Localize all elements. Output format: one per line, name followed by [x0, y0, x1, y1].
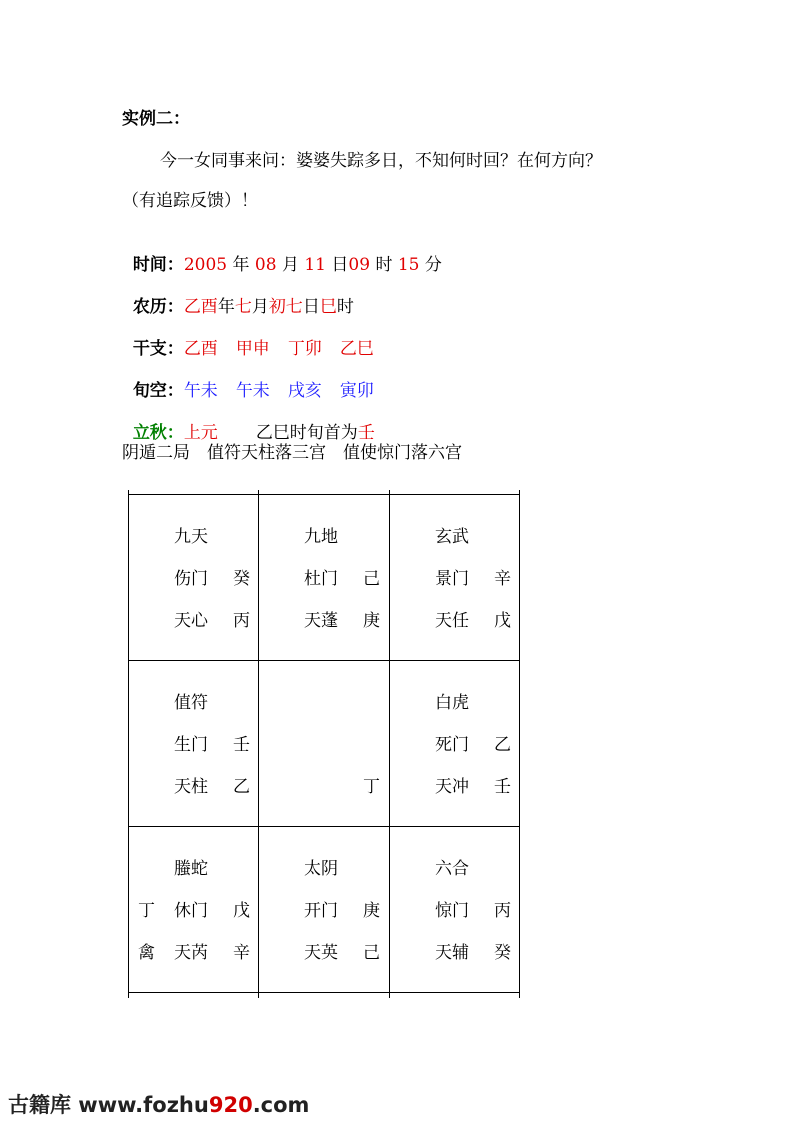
palace-door: 死门 [435, 735, 469, 755]
xunkong-label: 旬空： [132, 381, 184, 401]
palace-star-stem: 己 [363, 943, 380, 963]
palace-star: 天蓬 [304, 611, 338, 631]
lunar-year-unit: 年 [217, 297, 235, 317]
palace-god: 玄武 [435, 527, 469, 547]
lunar-label: 农历： [132, 297, 184, 317]
lunar-hour: 巳 [319, 297, 337, 317]
ganzhi-label: 干支： [132, 339, 184, 359]
ganzhi-month: 甲申 [235, 339, 270, 359]
palace-extra-star: 禽 [138, 943, 155, 963]
time-year: 2005 [183, 255, 228, 275]
palace-door-stem: 壬 [233, 735, 250, 755]
liqiu-line [122, 400, 375, 444]
lunar-line [122, 274, 354, 318]
lunar-month: 七 [234, 297, 252, 317]
palace-star: 天任 [435, 611, 469, 631]
grid-vertical-line [389, 490, 390, 998]
grid-vertical-line [258, 490, 259, 998]
palace-star-stem: 辛 [233, 943, 250, 963]
footer-watermark [8, 1089, 309, 1119]
palace-door-stem: 己 [363, 569, 380, 589]
lunar-day-unit: 日 [302, 297, 320, 317]
question-line-1: 今一女同事来问：婆婆失踪多日，不知何时回？在何方向？ [160, 151, 602, 171]
xunkong-day: 戌亥 [287, 381, 322, 401]
palace-god: 九地 [304, 527, 338, 547]
palace-star-stem: 庚 [363, 611, 380, 631]
palace-star: 天冲 [435, 777, 469, 797]
ganzhi-year: 乙酉 [183, 339, 218, 359]
palace-god: 九天 [174, 527, 208, 547]
time-label: 时间： [132, 255, 184, 275]
grid-vertical-line [128, 490, 129, 998]
grid-horizontal-line [128, 826, 520, 827]
palace-star-stem: 丁 [363, 777, 380, 797]
palace-god: 六合 [435, 859, 469, 879]
time-line [122, 232, 442, 276]
palace-door: 惊门 [435, 901, 469, 921]
palace-extra-stem: 丁 [138, 901, 155, 921]
qimen-palace-grid [128, 490, 520, 995]
xunkong-month: 午未 [235, 381, 270, 401]
palace-door: 杜门 [304, 569, 338, 589]
lunar-year: 乙酉 [183, 297, 218, 317]
palace-door: 休门 [174, 901, 208, 921]
palace-star-stem: 乙 [233, 777, 250, 797]
time-day: 11 [304, 255, 326, 275]
liqiu-label: 立秋： [132, 423, 184, 443]
liqiu-xunshou-stem: 壬 [357, 423, 375, 443]
palace-star: 天柱 [174, 777, 208, 797]
ganzhi-line [122, 316, 374, 360]
hour-unit: 时 [375, 255, 393, 275]
lunar-hour-unit: 时 [336, 297, 354, 317]
time-minute: 15 [397, 255, 420, 275]
liqiu-xunshou-text: 乙巳时旬首为 [255, 423, 358, 443]
footer-site: 古籍库 www.fozhu [8, 1093, 209, 1117]
palace-door-stem: 庚 [363, 901, 380, 921]
ganzhi-day: 丁卯 [287, 339, 322, 359]
example-title: 实例二： [122, 109, 190, 129]
palace-star: 天英 [304, 943, 338, 963]
palace-door-stem: 辛 [494, 569, 511, 589]
grid-vertical-line [519, 490, 520, 998]
palace-god: 太阴 [304, 859, 338, 879]
time-month: 08 [254, 255, 277, 275]
palace-door: 伤门 [174, 569, 208, 589]
lunar-month-unit: 月 [251, 297, 269, 317]
palace-star: 天芮 [174, 943, 208, 963]
palace-door-stem: 癸 [233, 569, 250, 589]
minute-unit: 分 [424, 255, 442, 275]
grid-horizontal-line [128, 494, 520, 495]
palace-star-stem: 戊 [494, 611, 511, 631]
footer-number: 920 [208, 1093, 253, 1117]
ganzhi-hour: 乙巳 [339, 339, 374, 359]
lunar-day: 初七 [268, 297, 303, 317]
xunkong-hour: 寅卯 [339, 381, 374, 401]
month-unit: 月 [281, 255, 299, 275]
palace-star-stem: 丙 [233, 611, 250, 631]
xunkong-year: 午未 [183, 381, 218, 401]
palace-star-stem: 癸 [494, 943, 511, 963]
palace-door-stem: 丙 [494, 901, 511, 921]
palace-star: 天心 [174, 611, 208, 631]
palace-door-stem: 乙 [494, 735, 511, 755]
palace-star-stem: 壬 [494, 777, 511, 797]
footer-tld: .com [252, 1093, 310, 1117]
year-unit: 年 [232, 255, 250, 275]
palace-god: 螣蛇 [174, 859, 208, 879]
palace-door-stem: 戊 [233, 901, 250, 921]
ju-line: 阴遁二局 值符天柱落三宫 值使惊门落六宫 [122, 443, 462, 463]
palace-door: 景门 [435, 569, 469, 589]
liqiu-yuan: 上元 [183, 423, 218, 443]
grid-horizontal-line [128, 992, 520, 993]
time-hour: 09 [348, 255, 371, 275]
palace-door: 开门 [304, 901, 338, 921]
xunkong-line [122, 358, 374, 402]
day-unit: 日 [331, 255, 349, 275]
grid-horizontal-line [128, 660, 520, 661]
palace-door: 生门 [174, 735, 208, 755]
question-line-2: （有追踪反馈）！ [122, 191, 258, 211]
palace-god: 值符 [174, 693, 208, 713]
palace-god: 白虎 [435, 693, 469, 713]
palace-star: 天辅 [435, 943, 469, 963]
